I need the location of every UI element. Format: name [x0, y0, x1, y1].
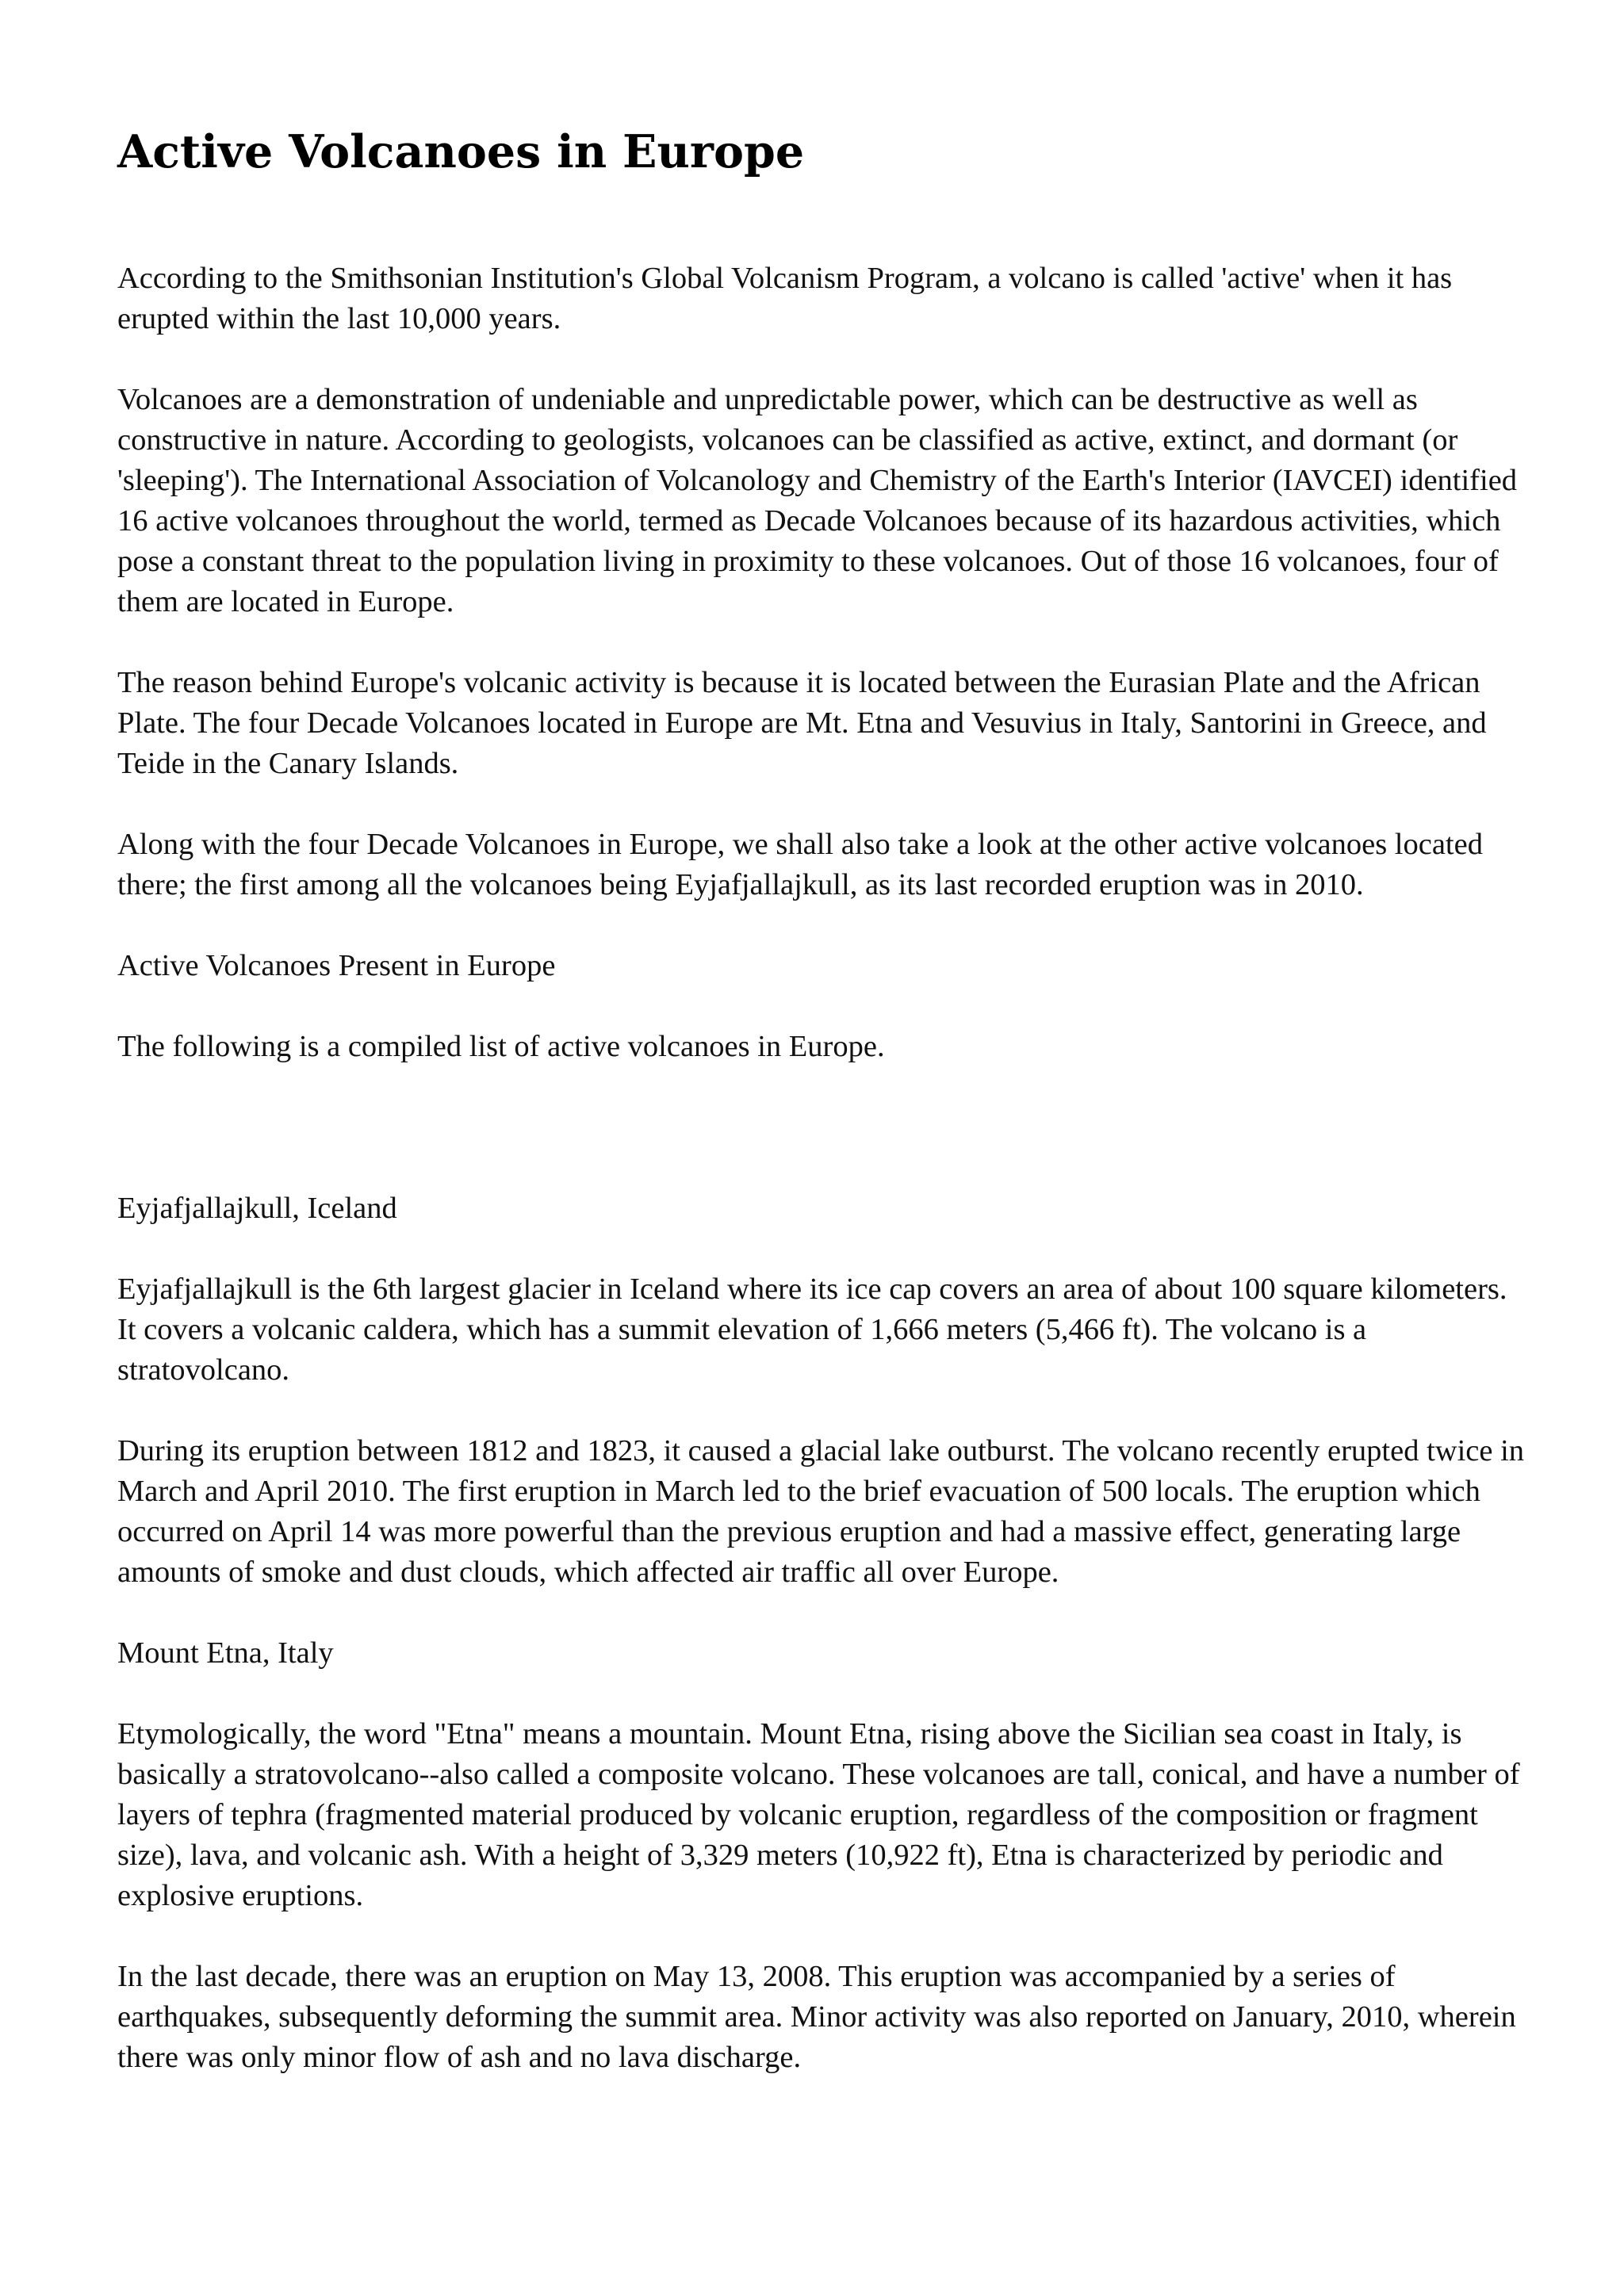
- paragraph-active-definition: According to the Smithsonian Institution's Global Volcanism Program, a volcano is called 'active' when it has erupted within the last 10,000 years.: [117, 262, 1453, 335]
- paragraph-etna-eruption: In the last decade, there was an eruption on May 13, 2008. This eruption was accompanied by a series of earthquakes, subsequently deforming the summit area. Minor activity was also reported on January, 2010, wherein there was only minor flow of ash and no lava discharge.: [117, 1960, 1516, 2074]
- paragraph-compiled-list: The following is a compiled list of active volcanoes in Europe.: [117, 1030, 885, 1063]
- blank-space: [117, 1108, 1529, 1188]
- section-heading-mount-etna: Mount Etna, Italy: [117, 1636, 334, 1670]
- article-body: [117, 258, 1529, 2118]
- paragraph-eyjafjallajkull-glacier: Eyjafjallajkull is the 6th largest glacier in Iceland where its ice cap covers an area of about 100 square kilometers. It covers a volcanic caldera, which has a summit elevation of 1,666 meters (5,466 ft). The volcano is a stratovolcano.: [117, 1272, 1507, 1387]
- paragraph-plate-location: The reason behind Europe's volcanic activity is because it is located between the Eurasian Plate and the African Plate. The four Decade Volcanoes located in Europe are Mt. Etna and Vesuvius in Italy, Santorini in Greece, and Teide in the Canary Islands.: [117, 666, 1487, 780]
- paragraph-eyjafjallajkull-eruption: During its eruption between 1812 and 1823, it caused a glacial lake outburst. The volcano recently erupted twice in March and April 2010. The first eruption in March led to the brief evacuation of 500 locals. The eruption which occurred on April 14 was more powerful than the previous eruption and had a massive effect, generating large amounts of smoke and dust clouds, which affected air traffic all over Europe.: [117, 1434, 1525, 1589]
- section-heading-active-volcanoes: Active Volcanoes Present in Europe: [117, 949, 556, 982]
- page-title: Active Volcanoes in Europe: [117, 125, 805, 178]
- paragraph-etna-etymology: Etymologically, the word "Etna" means a mountain. Mount Etna, rising above the Sicilian sea coast in Italy, is basically a stratovolcano--also called a composite volcano. These volcanoes are tall, conical, and have a number of layers of tephra (fragmented material produced by volcanic eruption, regardless of the composition or fragment size), lava, and volcanic ash. With a height of 3,329 meters (10,922 ft), Etna is characterized by periodic and explosive eruptions.: [117, 1717, 1520, 1912]
- paragraph-volcano-power: Volcanoes are a demonstration of undeniable and unpredictable power, which can be destructive as well as constructive in nature. According to geologists, volcanoes can be classified as active, extinct, and dormant (or 'sleeping'). The International Association of Volcanology and Chemistry of the Earth's Interior (IAVCEI) identified 16 active volcanoes throughout the world, termed as Decade Volcanoes because of its hazardous activities, which pose a constant threat to the population living in proximity to these volcanoes. Out of those 16 volcanoes, four of them are located in Europe.: [117, 383, 1518, 618]
- section-heading-eyjafjallajkull: Eyjafjallajkull, Iceland: [117, 1192, 397, 1225]
- paragraph-decade-volcanoes: Along with the four Decade Volcanoes in Europe, we shall also take a look at the other active volcanoes located there; the first among all the volcanoes being Eyjafjallajkull, as its last recorded eruption was in 2010.: [117, 828, 1483, 901]
